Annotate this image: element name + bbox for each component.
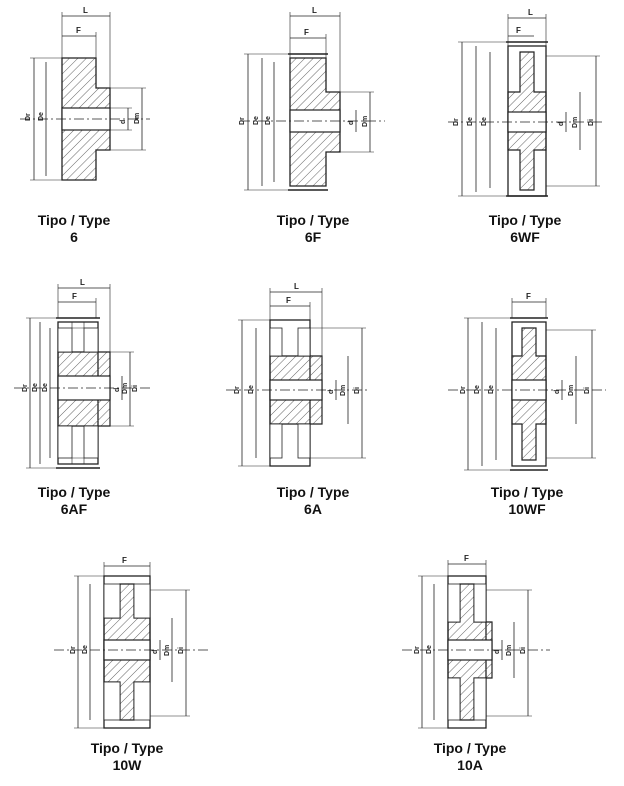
label-d: d <box>558 121 565 126</box>
label-de: De <box>82 645 89 654</box>
label-di: Di <box>132 385 139 392</box>
label-di: Di <box>178 647 185 654</box>
label-de: De <box>474 385 481 394</box>
label-de: De <box>248 385 255 394</box>
label-d: d <box>152 649 159 654</box>
label-dm: Dm <box>362 115 369 127</box>
label-L: L <box>528 8 533 17</box>
label-de-2: De <box>488 385 495 394</box>
label-dm: Dm <box>122 382 129 394</box>
caption-heading: Tipo / Type <box>433 740 507 756</box>
label-dr: Dr <box>25 113 32 121</box>
caption-6 <box>0 212 154 246</box>
pulley-section-10w <box>40 546 248 736</box>
caption-6wf <box>445 212 605 246</box>
label-di: Di <box>588 119 595 126</box>
label-L: L <box>83 6 88 15</box>
label-dr: Dr <box>234 386 241 394</box>
label-F: F <box>76 26 81 35</box>
label-F: F <box>122 556 127 565</box>
caption-type-code: 10W <box>112 757 142 773</box>
label-L: L <box>294 282 299 291</box>
label-dr: Dr <box>460 386 467 394</box>
pulley-section-6af <box>0 272 208 472</box>
caption-heading: Tipo / Type <box>37 212 111 228</box>
label-d: d <box>348 120 355 125</box>
drawing-type-10w <box>40 546 248 773</box>
label-F: F <box>72 292 77 301</box>
label-dm: Dm <box>164 644 171 656</box>
pulley-section-6 <box>0 0 208 200</box>
label-dr: Dr <box>239 117 246 125</box>
caption-heading: Tipo / Type <box>37 484 111 500</box>
label-dm: Dm <box>572 116 579 128</box>
label-de-2: De <box>265 116 272 125</box>
caption-heading: Tipo / Type <box>488 212 562 228</box>
drawing-type-6af <box>0 272 208 517</box>
label-F: F <box>304 28 309 37</box>
drawing-type-10a <box>380 546 588 773</box>
pulley-section-10wf <box>420 272 624 472</box>
label-F: F <box>526 292 531 301</box>
label-F: F <box>464 554 469 563</box>
label-dm: Dm <box>506 644 513 656</box>
caption-type-code: 10WF <box>508 501 546 517</box>
caption-heading: Tipo / Type <box>490 484 564 500</box>
caption-type-code: 10A <box>457 757 483 773</box>
label-d: d <box>554 389 561 394</box>
pulley-section-6wf <box>420 0 624 200</box>
label-L: L <box>312 6 317 15</box>
drawing-type-6 <box>0 0 208 245</box>
caption-heading: Tipo / Type <box>276 212 350 228</box>
drawing-type-6wf <box>420 0 624 245</box>
label-F: F <box>516 26 521 35</box>
label-dr: Dr <box>414 646 421 654</box>
label-de: De <box>32 383 39 392</box>
label-dm: Dm <box>340 384 347 396</box>
caption-10w <box>47 740 207 774</box>
label-de: De <box>426 645 433 654</box>
label-L: L <box>80 278 85 287</box>
caption-heading: Tipo / Type <box>90 740 164 756</box>
pulley-section-6f <box>210 0 418 200</box>
pulley-section-10a <box>380 546 588 736</box>
label-di: Di <box>520 647 527 654</box>
label-de: De <box>38 112 45 121</box>
caption-10a <box>390 740 550 774</box>
label-F: F <box>286 296 291 305</box>
label-de-2: De <box>481 117 488 126</box>
caption-type-code: 6F <box>304 229 322 245</box>
label-d: d <box>494 649 501 654</box>
label-d: d <box>114 387 121 392</box>
caption-10wf <box>447 484 607 518</box>
caption-type-code: 6WF <box>510 229 540 245</box>
label-di: Di <box>584 387 591 394</box>
drawing-type-6a <box>210 272 418 517</box>
caption-6af <box>0 484 154 518</box>
drawing-type-6f <box>210 0 418 245</box>
caption-6a <box>233 484 393 518</box>
caption-type-code: 6 <box>70 229 78 245</box>
drawing-type-10wf <box>420 272 624 517</box>
label-dm: Dm <box>568 384 575 396</box>
label-dm: Dm <box>134 112 141 124</box>
label-d: d <box>120 119 127 124</box>
label-dr: Dr <box>70 646 77 654</box>
caption-heading: Tipo / Type <box>276 484 350 500</box>
label-de: De <box>253 116 260 125</box>
caption-type-code: 6A <box>304 501 322 517</box>
pulley-section-6a <box>210 272 418 472</box>
caption-6f <box>233 212 393 246</box>
label-di: Di <box>354 387 361 394</box>
caption-type-code: 6AF <box>60 501 88 517</box>
label-d: d <box>328 389 335 394</box>
label-dr: Dr <box>22 384 29 392</box>
label-dr: Dr <box>453 118 460 126</box>
label-de: De <box>467 117 474 126</box>
label-de-2: De <box>42 383 49 392</box>
